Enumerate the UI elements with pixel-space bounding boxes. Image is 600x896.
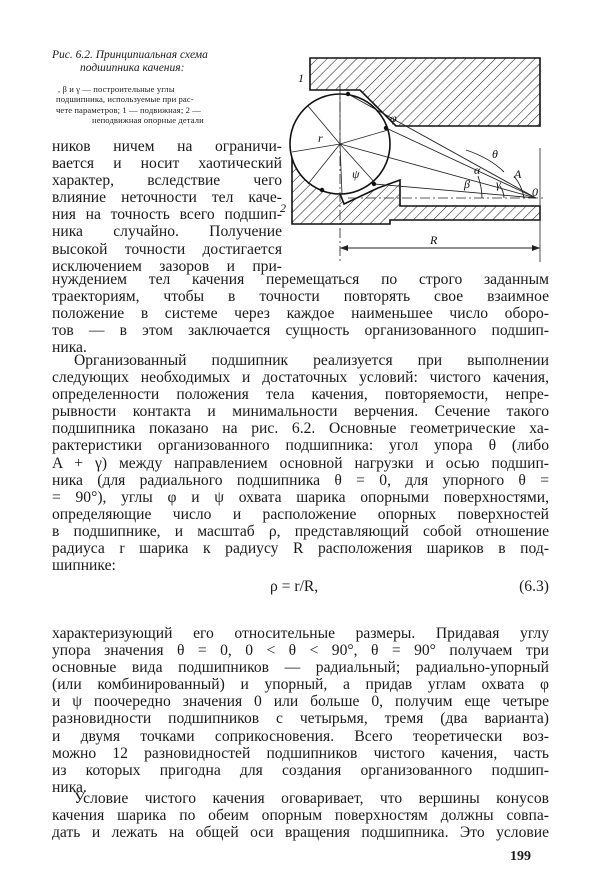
label-O: 0 xyxy=(532,185,538,199)
paragraph-pure-rolling xyxy=(52,790,549,841)
text-line: определенности положения тела качения, повторяемости, непре- xyxy=(52,386,549,404)
text-line: из которых пригодна для создания организованного подшип- xyxy=(52,761,549,779)
text-line: нуждением тел качения перемещаться по строго заданным xyxy=(52,271,549,288)
text-line: траекториям, чтобы в точности повторять свое взаимное xyxy=(52,288,549,306)
caption-legend xyxy=(56,84,292,126)
text-line: в подшипнике, и масштаб ρ, представляющий собой отношение xyxy=(52,522,549,540)
label-r: r xyxy=(318,131,323,145)
legend-line: неподвижная опорные детали xyxy=(92,115,204,126)
caption-subtitle: подшипника качения: xyxy=(80,62,185,74)
text-line: рывности контакта и минимальности верчения. Сечение такого xyxy=(52,403,549,421)
text-line: ния на точность всего подшип- xyxy=(52,206,282,224)
paragraph-bearing-types xyxy=(52,625,549,796)
text-line: исключением зазоров и при- xyxy=(52,257,282,275)
text-line: влияние неточности тел каче- xyxy=(52,189,282,207)
text-line: характер, вследствие чего xyxy=(52,172,282,190)
continuation-paragraph xyxy=(52,271,549,356)
text-line: шипнике: xyxy=(52,557,116,575)
text-line: радиуса r шарика к радиусу R расположения шариков в под- xyxy=(52,540,549,558)
text-line: упора значения θ = 0, 0 < θ < 90°, θ = 90° получаем три xyxy=(52,642,549,660)
text-line: положение в системе через каждое наименьшее число оборо- xyxy=(52,305,549,323)
text-line: вается и носит хаотический xyxy=(52,155,282,173)
text-line: Организованный подшипник реализуется при выполнении xyxy=(74,352,549,369)
text-line: A + γ) между направлением основной нагрузки и осью подшип- xyxy=(52,454,549,472)
formula-6-3 xyxy=(52,578,549,598)
text-line: характеризующий его относительные размеры. Придавая углу xyxy=(52,625,549,642)
bearing-diagram xyxy=(278,48,550,262)
text-line: разновидности подшипников с четырьмя, тремя (два варианта) xyxy=(52,710,549,728)
text-line: следующих необходимых и достаточных условий: чистого качения, xyxy=(52,369,549,387)
formula-number: (6.3) xyxy=(519,578,549,595)
label-theta: θ xyxy=(492,147,498,161)
text-line: рактеристики организованного подшипника: угол упора θ (либо xyxy=(52,437,549,455)
label-psi: ψ xyxy=(352,167,360,181)
label-phi: φ xyxy=(390,111,397,125)
text-line: основные вида подшипников — радиальный; радиально-упорный xyxy=(52,659,549,677)
text-line: высокой точности достигается xyxy=(52,240,282,258)
text-line: ника. xyxy=(52,339,87,357)
text-line: тов — в этом заключается сущность организованного подшип- xyxy=(52,322,549,340)
wrap-paragraph xyxy=(52,138,282,275)
legend-line: подшипника, используемые при рас- xyxy=(56,94,194,105)
label-A: A xyxy=(514,167,522,181)
label-gamma: γ xyxy=(496,177,501,191)
text-line: = 90°), углы φ и ψ охвата шарика опорными поверхностями, xyxy=(52,488,549,506)
text-line: подшипника показано на рис. 6.2. Основные геометрические ха- xyxy=(52,420,549,438)
caption-title: Рис. 6.2. Принципиальная схема xyxy=(52,49,208,61)
figure-caption xyxy=(52,49,292,75)
text-line: ников ничем на ограничи- xyxy=(52,138,282,155)
legend-line: чете параметров; 1 — подвижная; 2 — xyxy=(56,104,201,115)
text-line: и двумя точками соприкосновения. Всего теоретически воз- xyxy=(52,727,549,745)
legend-line: , β и γ — построительные углы xyxy=(58,84,175,94)
text-line: ника случайно. Получение xyxy=(52,223,282,241)
label-beta: β xyxy=(464,177,470,191)
label-2: 2 xyxy=(280,201,286,215)
text-line: определяющие число и расположение опорных поверхностей xyxy=(52,505,549,523)
paragraph-organized-bearing xyxy=(52,352,549,574)
text-line: ника. xyxy=(52,778,87,796)
text-line: ника (для радиального подшипника θ = 0, для упорного θ = xyxy=(52,471,549,489)
text-line: можно 12 разновидностей подшипников чистого качения, часть xyxy=(52,744,549,762)
text-line: и ψ поочередно значения 0 или больше 0, получим еще четыре xyxy=(52,693,549,711)
label-R: R xyxy=(430,233,438,247)
label-alpha: α xyxy=(474,163,481,177)
text-line: (или комбинированный) и упорный, а придав углам охвата φ xyxy=(52,676,549,694)
text-line: дать и лежать на общей оси вращения подшипника. Это условие xyxy=(52,824,549,842)
text-line: Условие чистого качения оговаривает, что вершины конусов xyxy=(74,790,549,807)
formula-expression: ρ = r/R, xyxy=(270,578,319,595)
page-number: 199 xyxy=(510,849,531,864)
label-1: 1 xyxy=(298,71,304,85)
text-line: качения шарика по обеим опорным поверхностям должны совпа- xyxy=(52,807,549,825)
